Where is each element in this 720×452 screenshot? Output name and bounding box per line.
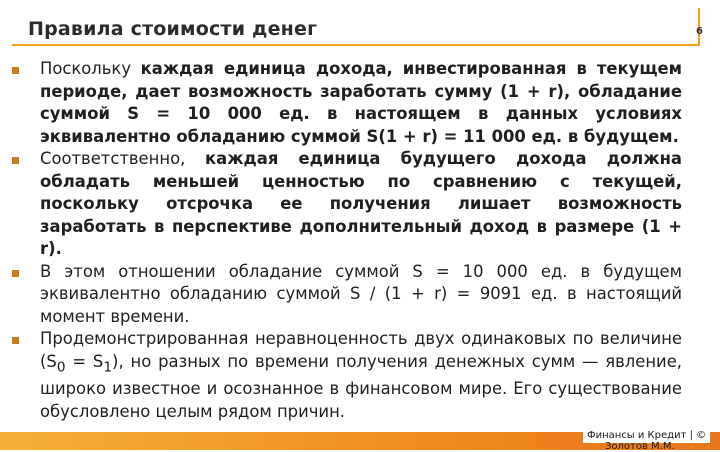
bullet-square-icon (12, 157, 19, 164)
bullet-text (40, 261, 682, 329)
bullet-text-normal: ), но разных по времени получения денежных сумм — явление, широко известное и осознанное в финансовом мире. Его существование обусловлено целым рядом причин. (40, 351, 683, 421)
bullet-text-normal: Соответственно, (40, 149, 206, 168)
list-item (12, 261, 682, 329)
subscript: 1 (103, 358, 113, 375)
bullet-square-icon (12, 270, 19, 277)
subscript: 0 (56, 358, 66, 375)
title-underline (12, 44, 698, 46)
bullet-text (40, 148, 682, 261)
footer-credit: Финансы и Кредит | © (583, 429, 710, 443)
footer-author: Золотов М.М. (605, 441, 675, 452)
bullet-text-bold: каждая единица будущего дохода должна обладать меньшей ценностью по сравнению с текущей, поскольку отсрочка ее получения лишает возможность заработать в перспективе дополнительный доход в размере (1 + r). (40, 149, 682, 258)
bullet-text-bold: каждая единица дохода, инвестированная в текущем периоде, дает возможность заработать сумму (1 + r), обладание суммой S = 10 000 ед. в настоящем в данных условиях эквивалентно обладанию суммой S(1 + r) = 11 000 ед. в будущем. (40, 59, 682, 146)
list-item (12, 148, 682, 261)
bullet-square-icon (12, 67, 19, 74)
bullet-text (40, 328, 682, 423)
bullet-text (40, 58, 682, 148)
bullet-text-normal: В этом отношении обладание суммой S = 10 000 ед. в будущем эквивалентно обладанию суммой S / (1 + r) = 9091 ед. в настоящий момент времени. (40, 261, 682, 326)
slide-title: Правила стоимости денег (28, 18, 318, 40)
bullet-square-icon (12, 337, 19, 344)
bullet-text-normal: Продемонстрированная неравноценность двух одинаковых по величине (S (40, 329, 682, 371)
page-number: 6 (696, 26, 703, 37)
slide-title-bar (28, 14, 648, 44)
bullet-text-normal: Поскольку (40, 59, 141, 78)
bullet-text-normal: = S (65, 351, 104, 371)
list-item (12, 58, 682, 148)
bullet-list (12, 58, 682, 423)
list-item (12, 328, 682, 423)
